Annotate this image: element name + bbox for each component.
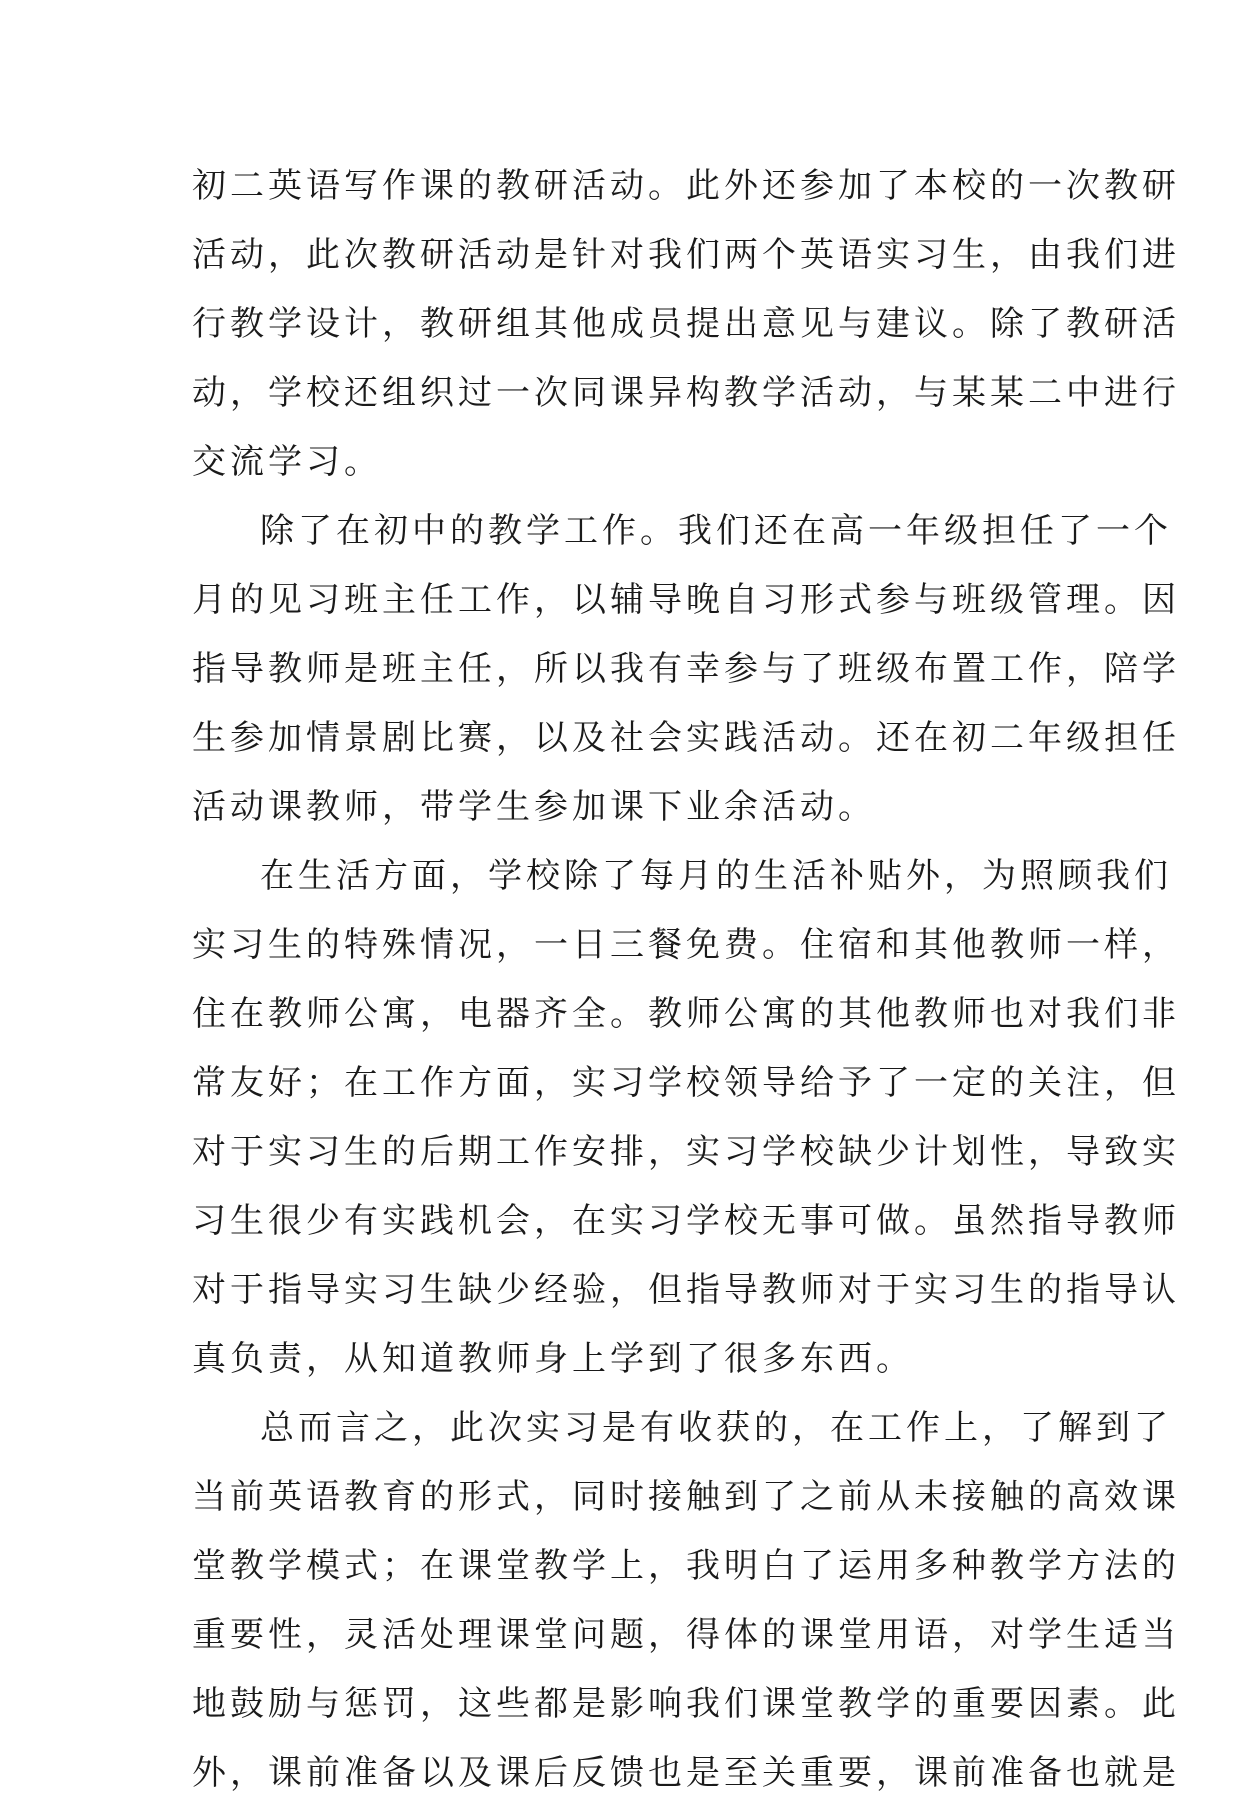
- text-line: 初二英语写作课的教研活动。此外还参加了本校的一次教研: [192, 166, 1180, 206]
- text-line: 交流学习。: [192, 442, 382, 482]
- text-line: 常友好；在工作方面，实习学校领导给予了一定的关注，但: [192, 1063, 1180, 1103]
- text-line: 对于实习生的后期工作安排，实习学校缺少计划性，导致实: [192, 1132, 1180, 1172]
- text-line: 堂教学模式；在课堂教学上，我明白了运用多种教学方法的: [192, 1546, 1180, 1586]
- paragraph-start-line: 在生活方面，学校除了每月的生活补贴外，为照顾我们: [260, 856, 1172, 896]
- text-line: 当前英语教育的形式，同时接触到了之前从未接触的高效课: [192, 1477, 1180, 1517]
- text-line: 真负责，从知道教师身上学到了很多东西。: [192, 1339, 914, 1379]
- text-line: 对于指导实习生缺少经验，但指导教师对于实习生的指导认: [192, 1270, 1180, 1310]
- text-line: 动，学校还组织过一次同课异构教学活动，与某某二中进行: [192, 373, 1180, 413]
- document-body: [192, 152, 1180, 1808]
- text-line: 外，课前准备以及课后反馈也是至关重要，课前准备也就是: [192, 1753, 1180, 1793]
- text-line: 重要性，灵活处理课堂问题，得体的课堂用语，对学生适当: [192, 1615, 1180, 1655]
- text-line: 习生很少有实践机会，在实习学校无事可做。虽然指导教师: [192, 1201, 1180, 1241]
- text-line: 住在教师公寓，电器齐全。教师公寓的其他教师也对我们非: [192, 994, 1180, 1034]
- text-line: 活动，此次教研活动是针对我们两个英语实习生，由我们进: [192, 235, 1180, 275]
- text-line: 行教学设计，教研组其他成员提出意见与建议。除了教研活: [192, 304, 1180, 344]
- text-line: 月的见习班主任工作，以辅导晚自习形式参与班级管理。因: [192, 580, 1180, 620]
- paragraph-start-line: 除了在初中的教学工作。我们还在高一年级担任了一个: [260, 511, 1172, 551]
- text-line: 实习生的特殊情况，一日三餐免费。住宿和其他教师一样，: [192, 925, 1180, 965]
- paragraph-start-line: 总而言之，此次实习是有收获的，在工作上，了解到了: [260, 1408, 1172, 1448]
- text-line: 生参加情景剧比赛，以及社会实践活动。还在初二年级担任: [192, 718, 1180, 758]
- text-line: 地鼓励与惩罚，这些都是影响我们课堂教学的重要因素。此: [192, 1684, 1180, 1724]
- text-line: 活动课教师，带学生参加课下业余活动。: [192, 787, 876, 827]
- text-line: 指导教师是班主任，所以我有幸参与了班级布置工作，陪学: [192, 649, 1180, 689]
